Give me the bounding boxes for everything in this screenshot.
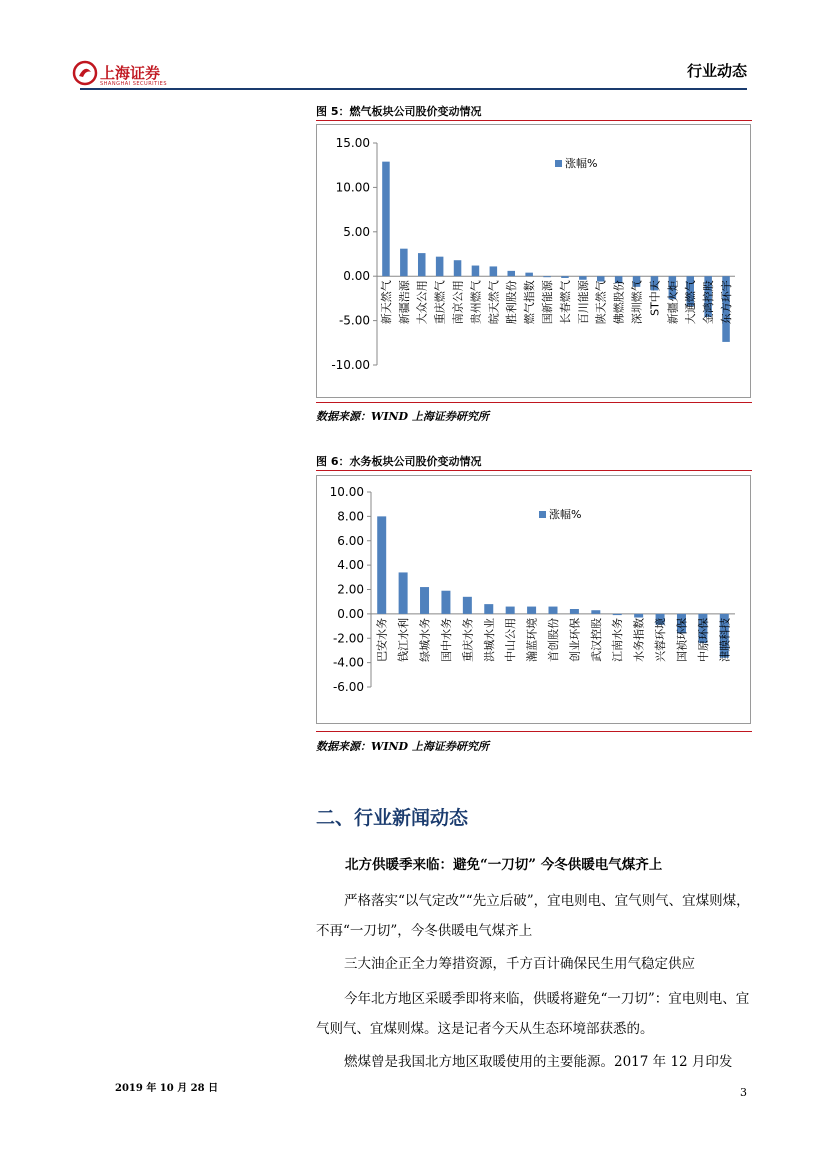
y-tick-label: -6.00 bbox=[332, 680, 364, 694]
category-label-5: 重庆水务 bbox=[461, 617, 475, 662]
bar-3 bbox=[420, 587, 429, 614]
category-label-14: 佛燃股份 bbox=[612, 280, 626, 325]
bar-6 bbox=[484, 604, 493, 614]
figure5-rule bbox=[316, 120, 752, 121]
figure5-bottom-rule bbox=[316, 402, 752, 403]
bar-11 bbox=[591, 610, 600, 614]
chart-gas bbox=[316, 124, 751, 398]
logo-text: 上海证券 bbox=[100, 64, 161, 82]
y-tick-label: 0.00 bbox=[337, 606, 364, 621]
y-tick-label: 10.00 bbox=[335, 180, 370, 195]
category-label-5: 南京公用 bbox=[451, 280, 465, 325]
bar-6 bbox=[472, 266, 480, 277]
figure5-source: 数据来源：WIND 上海证券研究所 bbox=[316, 410, 489, 423]
y-tick-label: 8.00 bbox=[337, 509, 364, 524]
chart-gas-svg bbox=[317, 125, 750, 397]
bar-8 bbox=[527, 607, 536, 614]
category-label-1: 新天然气 bbox=[379, 280, 393, 325]
category-label-10: 国新能源 bbox=[541, 280, 555, 325]
chart-water-svg bbox=[317, 476, 750, 723]
bar-12 bbox=[579, 276, 587, 280]
bar-5 bbox=[463, 597, 472, 614]
bar-12 bbox=[613, 614, 622, 615]
category-label-2: 钱江水利 bbox=[397, 617, 411, 662]
y-tick-label: 2.00 bbox=[337, 582, 364, 597]
paragraph-3: 今年北方地区采暖季即将来临，供暖将避免“一刀切”：宜电则电、宜气则气、宜煤则煤。这是记者今天从生态环境部获悉的。 bbox=[316, 991, 750, 1037]
paragraph-1: 严格落实“以气定改”“先立后破”，宜电则电、宜气则气、宜煤则煤，不再“一刀切”，今冬供暖电气煤齐上 bbox=[316, 893, 750, 939]
category-label-13: 陕天然气 bbox=[594, 280, 608, 325]
y-tick-label: 10.00 bbox=[329, 485, 364, 499]
y-tick-label: -4.00 bbox=[332, 655, 364, 670]
figure6-source: 数据来源：WIND 上海证券研究所 bbox=[316, 740, 489, 753]
bar-10 bbox=[570, 609, 579, 614]
figure6-bottom-rule bbox=[316, 731, 752, 732]
category-label-7: 中山公用 bbox=[504, 617, 518, 662]
bar-9 bbox=[549, 607, 558, 614]
category-label-18: 大通燃气 bbox=[684, 280, 698, 325]
figure6-rule bbox=[316, 470, 752, 471]
news-heading: 北方供暖季来临：避免“一刀切” 今冬供暖电气煤齐上 bbox=[345, 857, 663, 873]
category-label-4: 重庆燃气 bbox=[433, 280, 447, 325]
category-label-6: 贵州燃气 bbox=[469, 280, 483, 325]
category-label-16: ST中天 bbox=[648, 280, 662, 316]
category-label-8: 胜利股份 bbox=[505, 280, 519, 325]
page-number: 3 bbox=[740, 1086, 747, 1099]
category-label-12: 百川能源 bbox=[576, 280, 590, 325]
paragraph-2: 三大油企正全力筹措资源，千方百计确保民生用气稳定供应 bbox=[344, 956, 695, 972]
category-label-10: 创业环保 bbox=[568, 617, 582, 662]
paragraph-4: 燃煤曾是我国北方地区取暖使用的主要能源。2017 年 12 月印发 bbox=[344, 1054, 733, 1070]
logo-mark-icon bbox=[72, 60, 98, 86]
category-label-20: 东方环宇 bbox=[720, 280, 734, 325]
legend-label: 涨幅% bbox=[565, 157, 598, 170]
bar-5 bbox=[454, 260, 462, 276]
category-label-11: 武汉控股 bbox=[589, 617, 603, 662]
y-tick-label: 5.00 bbox=[343, 224, 370, 239]
footer-date: 2019 年 10 月 28 日 bbox=[115, 1083, 219, 1094]
figure6-title: 图 6：水务板块公司股价变动情况 bbox=[316, 455, 482, 468]
bar-4 bbox=[441, 591, 450, 614]
category-label-4: 国中水务 bbox=[439, 617, 453, 662]
figure5-title: 图 5：燃气板块公司股价变动情况 bbox=[316, 105, 482, 118]
category-label-2: 新疆浩源 bbox=[397, 280, 411, 325]
bar-7 bbox=[490, 266, 498, 276]
category-label-9: 燃气指数 bbox=[523, 280, 537, 325]
bar-7 bbox=[506, 607, 515, 614]
category-label-17: 新疆火炬 bbox=[666, 280, 680, 325]
bar-13 bbox=[634, 614, 643, 618]
legend-label: 涨幅% bbox=[549, 508, 582, 521]
y-tick-label: -10.00 bbox=[331, 358, 370, 372]
category-label-3: 绿城水务 bbox=[418, 617, 432, 662]
header-title: 行业动态 bbox=[686, 62, 747, 80]
category-label-9: 首创股份 bbox=[547, 617, 560, 662]
section-title: 二、行业新闻动态 bbox=[316, 807, 469, 829]
category-label-8: 瀚蓝环境 bbox=[525, 617, 539, 662]
bar-11 bbox=[561, 276, 569, 278]
y-tick-label: 15.00 bbox=[335, 136, 370, 150]
category-label-16: 中原环保 bbox=[696, 617, 710, 662]
bar-4 bbox=[436, 257, 444, 277]
category-label-14: 兴蓉环境 bbox=[654, 617, 668, 662]
bar-8 bbox=[507, 271, 515, 276]
header-rule bbox=[80, 88, 747, 90]
category-label-13: 水务指数 bbox=[632, 617, 646, 662]
category-label-7: 皖天然气 bbox=[487, 280, 501, 325]
logo bbox=[72, 60, 98, 86]
y-tick-label: 4.00 bbox=[337, 558, 364, 573]
bar-10 bbox=[543, 276, 551, 277]
chart-water bbox=[316, 475, 751, 724]
bar-3 bbox=[418, 253, 426, 276]
category-label-11: 长春燃气 bbox=[558, 280, 572, 325]
category-label-15: 深圳燃气 bbox=[630, 280, 644, 325]
y-tick-label: 0.00 bbox=[343, 269, 370, 284]
category-label-6: 洪城水业 bbox=[482, 617, 496, 662]
category-label-12: 江南水务 bbox=[611, 617, 625, 662]
category-label-3: 大众公用 bbox=[415, 280, 429, 325]
category-label-17: 津膜科技 bbox=[718, 617, 732, 662]
y-tick-label: -5.00 bbox=[338, 313, 370, 328]
bar-2 bbox=[399, 572, 408, 613]
legend-swatch bbox=[555, 160, 562, 167]
legend-swatch bbox=[539, 511, 546, 518]
bar-1 bbox=[382, 162, 390, 277]
logo-subtext: SHANGHAI SECURITIES bbox=[100, 81, 168, 87]
category-label-15: 国祯环保 bbox=[675, 617, 689, 662]
bar-9 bbox=[525, 273, 533, 277]
bar-2 bbox=[400, 249, 408, 277]
category-label-1: 巴安水务 bbox=[375, 617, 389, 662]
y-tick-label: 6.00 bbox=[337, 533, 364, 548]
bar-1 bbox=[377, 516, 386, 614]
category-label-19: 金鸿控股 bbox=[702, 280, 716, 325]
y-tick-label: -2.00 bbox=[332, 631, 364, 646]
